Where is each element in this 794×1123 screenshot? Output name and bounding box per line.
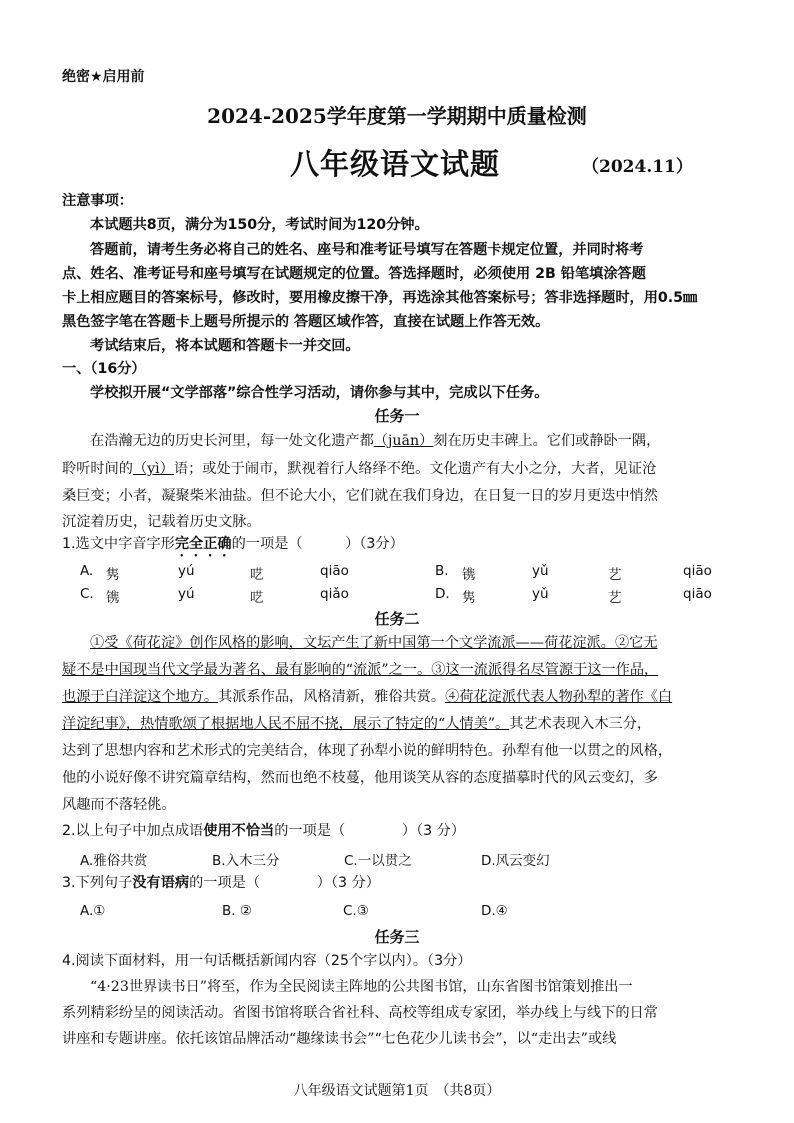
q1-option-a-letter: A.	[80, 563, 94, 579]
task-3-material-line-1: “4·23世界读书日”将至，作为全民阅读主阵地的公共图书馆，山东省图书馆策划推出一	[90, 979, 633, 995]
question-2	[62, 820, 465, 840]
q1-option-d-letter: D.	[435, 586, 450, 602]
text-segment: 在浩瀚无边的历史长河里，每一处文化遗产都	[90, 433, 374, 449]
exam-date: （2024.11）	[582, 157, 693, 177]
question-4: 4.阅读下面材料，用一句话概括新闻内容（25个字以内）。（3分）	[62, 953, 472, 969]
q2-option-c: C.一以贯之	[344, 853, 412, 869]
exam-title: 2024-2025学年度第一学期期中质量检测	[207, 104, 587, 128]
section-1-heading: 一、（16分）	[62, 361, 146, 377]
text-segment: 的一项是（ ）（3 分）	[189, 875, 380, 891]
task-1-para-line-1	[90, 430, 660, 450]
task-1-title: 任务一	[374, 407, 420, 425]
q3-option-d: D.④	[481, 903, 508, 919]
q1-option-b-char2: 艺	[608, 567, 622, 583]
notes-heading: 注意事项：	[62, 193, 133, 209]
q1-option-b-char1: 镌	[462, 567, 476, 583]
notes-line-1: 本试题共8页，满分为150分，考试时间为120分钟。	[90, 217, 429, 233]
q1-option-a-char2: 呓	[250, 567, 264, 583]
q1-option-d-char2: 艺	[608, 590, 622, 606]
text-segment: 1.选文中字音字形	[62, 536, 175, 552]
task-2-line-4	[62, 713, 651, 733]
q2-option-a: A.雅俗共赏	[80, 853, 148, 869]
task-2-line-6: 他的小说好像不讲究篇章结构，然而也绝不枝蔓，他用谈笑从容的态度描摹时代的风云变幻，多	[62, 770, 658, 786]
q3-option-c: C.③	[343, 903, 369, 919]
task-2-line-3	[62, 686, 672, 706]
section-1-intro: 学校拟开展“文学部落”综合性学习活动，请你参与其中，完成以下任务。	[90, 385, 549, 401]
q1-option-c-char2: 呓	[250, 590, 264, 606]
question-2-keyword: 使用不恰当	[203, 823, 275, 839]
text-segment: 的一项是（ ）（3 分）	[274, 823, 466, 839]
text-segment: 刻在历史丰碑上。它们或静卧一隅，	[433, 433, 661, 449]
q1-option-b-pinyin1: yǔ	[532, 563, 549, 579]
task-3-title: 任务三	[374, 928, 420, 946]
notes-line-2c: 卡上相应题目的答案标号，修改时，要用橡皮擦干净，再选涂其他答案标号；答非选择题时，用0.5㎜	[62, 290, 698, 306]
text-segment: 其艺术表现入木三分，	[509, 716, 652, 732]
question-1	[62, 533, 404, 560]
task-1-para-line-4: 沉淀着历史，记载着历史文脉。	[62, 514, 261, 530]
text-segment: 其派系作品，风格清新，雅俗共赏。	[218, 689, 446, 705]
q1-option-c-pinyin1: yú	[178, 586, 195, 602]
sentence-2-end: 疑不是中国现当代文学最为著名、最有影响的“流派”之一。	[62, 662, 432, 678]
task-2-line-7: 风趣而不落轻佻。	[62, 797, 176, 813]
q3-option-b: B. ②	[222, 903, 252, 919]
task-1-para-line-2	[62, 458, 656, 478]
task-3-material-line-3: 讲座和专题讲座。依托该馆品牌活动“趣缘读书会”“七色花少儿读书会”，以“走出去”或线	[62, 1031, 617, 1047]
pinyin-blank-yi: （yì）	[132, 461, 174, 477]
sentence-3-start: ③这一流派得名尽管源于这一作品，	[431, 662, 659, 678]
text-segment: 聆听时间的	[62, 461, 133, 477]
text-segment: 的一项是（ ）（3分）	[231, 536, 404, 552]
sentence-4-end: 洋淀纪事》，热情歌颂了根据地人民不屈不挠，展示了特定的“人情美”。	[62, 716, 510, 732]
sentence-1: ①受《荷花淀》创作风格的影响，文坛产生了新中国第一个文学流派——荷花淀派。	[90, 635, 615, 651]
question-1-keyword: 完全正确	[174, 536, 232, 552]
q1-option-d-pinyin2: qiāo	[683, 586, 712, 602]
text-segment: 3.下列句子	[62, 875, 133, 891]
notes-line-2a: 答题前，请考生务必将自己的姓名、座号和准考证号填写在答题卡规定位置，并同时将考	[90, 242, 644, 258]
task-1-para-line-3: 桑巨变；小者，凝聚柴米油盐。但不论大小，它们就在我们身边，在日复一日的岁月更迭中悄然	[62, 488, 658, 504]
q1-option-d-char1: 隽	[462, 590, 476, 606]
q1-option-a-pinyin1: yú	[178, 563, 195, 579]
q1-option-a-pinyin2: qiāo	[320, 563, 349, 579]
q3-option-a: A.①	[80, 903, 106, 919]
notes-line-2d: 黑色签字笔在答题卡上题号所提示的 答题区域作答，直接在试题上作答无效。	[62, 314, 550, 330]
notes-line-2b: 点、姓名、准考证号和座号填写在试题规定的位置。答选择题时，必须使用 2B 铅笔填涂答题	[62, 266, 646, 282]
confidential-label: 绝密★启用前	[62, 69, 145, 85]
text-segment: 语；或处于闹市，默视着行人络绎不绝。文化遗产有大小之分，大者，见证沧	[173, 461, 657, 477]
task-2-line-1	[90, 632, 658, 652]
text-segment: 2.以上句子中加点成语	[62, 823, 204, 839]
question-3-keyword: 没有语病	[132, 875, 190, 891]
sentence-2-start: ②它无	[614, 635, 658, 651]
q2-option-d: D.风云变幻	[481, 853, 550, 869]
task-2-line-5: 达到了思想内容和艺术形式的完美结合，体现了孙犁小说的鲜明特色。孙犁有他一以贯之的风格，	[62, 743, 673, 759]
q1-option-d-pinyin1: yǔ	[532, 586, 549, 602]
sentence-4-start: ④荷花淀派代表人物孙犁的著作《白	[445, 689, 673, 705]
notes-line-3: 考试结束后，将本试题和答题卡一并交回。	[90, 338, 360, 354]
sentence-3-end: 也源于白洋淀这个地方。	[62, 689, 219, 705]
q1-option-a-char1: 隽	[106, 567, 120, 583]
page-footer: 八年级语文试题第1页 （共8页）	[293, 1083, 501, 1099]
task-2-line-2	[62, 659, 658, 679]
q1-option-c-pinyin2: qiǎo	[320, 586, 349, 602]
question-3	[62, 872, 380, 892]
pinyin-blank-juan: （juān）	[373, 433, 434, 449]
q1-option-b-pinyin2: qiāo	[683, 563, 712, 579]
q2-option-b: B.入木三分	[212, 853, 280, 869]
q1-option-c-letter: C.	[80, 586, 94, 602]
q1-option-b-letter: B.	[435, 563, 449, 579]
task-2-title: 任务二	[374, 610, 420, 628]
paper-title: 八年级语文试题	[290, 147, 501, 181]
task-3-material-line-2: 系列精彩纷呈的阅读活动。省图书馆将联合省社科、高校等组成专家团，举办线上与线下的日常	[62, 1005, 658, 1021]
q1-option-c-char1: 镌	[106, 590, 120, 606]
